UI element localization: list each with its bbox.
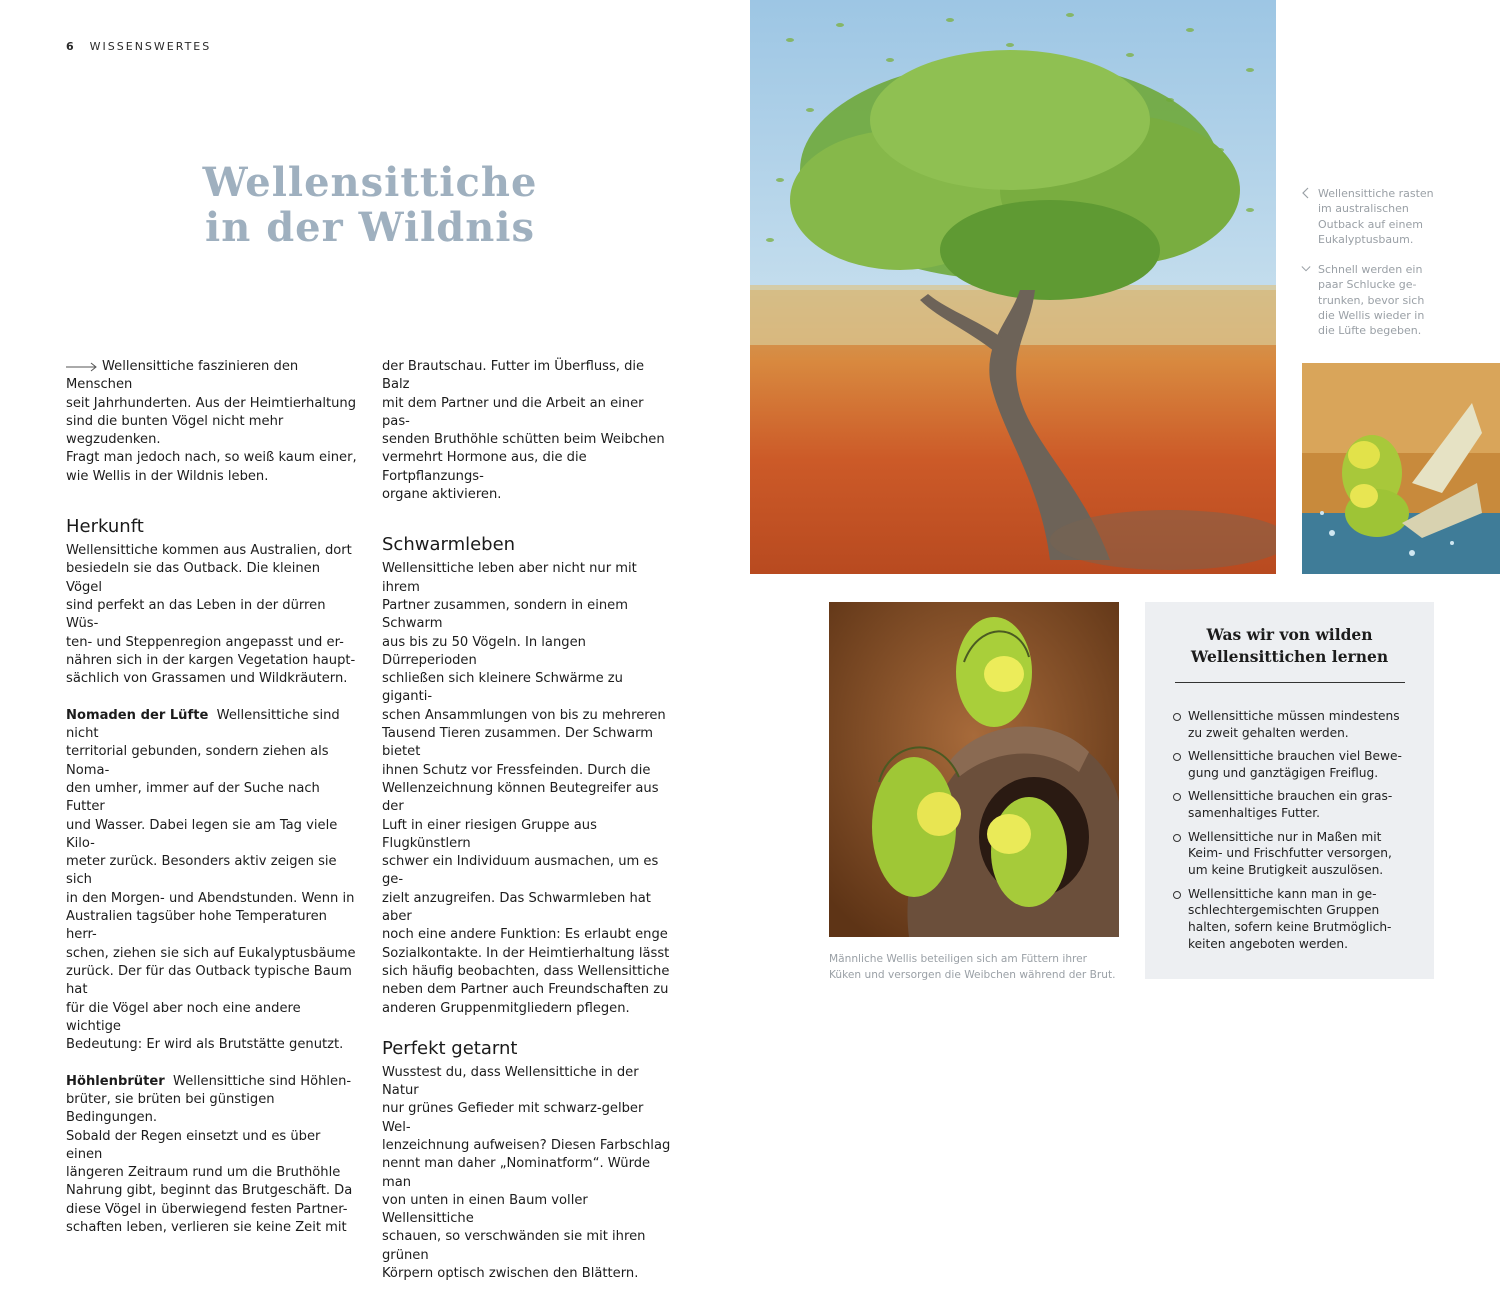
paragraph-herkunft: Wellensittiche kommen aus Australien, dort besiedeln sie das Outback. Die kleinen Vögel sind perfekt an das Leben in der dürren Wüs- ten- und Steppenregion angepasst und er- nähren sich in der kargen Vegetation haupt- sächlich von Grassamen und Wildkräutern. xyxy=(66,543,356,687)
list-item: Wellensittiche müssen mindestens zu zweit gehalten werden. xyxy=(1173,708,1413,742)
section-label: WISSENSWERTES xyxy=(89,40,212,53)
list-item: Wellensittiche brauchen viel Bewe- gung und ganztägigen Freiflug. xyxy=(1173,748,1413,782)
page-title xyxy=(190,160,550,250)
run-in-hoehlen: Höhlenbrüter xyxy=(66,1073,165,1089)
heading-perfekt-getarnt: Perfekt getarnt xyxy=(382,1037,518,1059)
list-item: Wellensittiche nur in Maßen mit Keim- und Frischfutter versorgen, um keine Brutigkeit auszulösen. xyxy=(1173,829,1413,879)
run-in-nomaden: Nomaden der Lüfte xyxy=(66,707,209,723)
text-column-2 xyxy=(382,358,674,1302)
tree-flock-illustration xyxy=(750,0,1276,574)
paragraph-brautschau: der Brautschau. Futter im Überfluss, die Balz mit dem Partner und die Arbeit an einer pas- senden Bruthöhle schütten beim Weibchen vermehrt Hormone aus, die die Fortpflanzungs- organe aktivieren. xyxy=(382,359,665,503)
running-head xyxy=(66,40,211,53)
drinking-budgies-illustration xyxy=(1302,363,1500,574)
arrow-right-icon xyxy=(66,362,98,372)
photo-drinking-budgies xyxy=(1302,363,1500,574)
list-item: Wellensittiche kann man in ge- schlechtergemischten Gruppen halten, sofern keine Brutmöglich- keiten angeboten werden. xyxy=(1173,886,1413,953)
list-item: Wellensittiche brauchen ein gras- samenhaltiges Futter. xyxy=(1173,788,1413,822)
circle-bullet-icon xyxy=(1173,793,1181,801)
heading-herkunft: Herkunft xyxy=(66,516,144,538)
info-box-divider xyxy=(1175,682,1405,683)
chevron-left-icon xyxy=(1301,187,1311,199)
paragraph-perfekt-getarnt: Wusstest du, dass Wellensittiche in der Natur nur grünes Gefieder mit schwarz-gelber Wel- lenzeichnung aufweisen? Diesen Farbschlag nennt man daher „Nominatform“. Würde man von unten in einen Baum voller Wellensittiche schauen, so verschwänden sie mit ihren grünen Körpern optisch zwischen den Blättern. xyxy=(382,1064,671,1282)
paragraph-schwarmleben: Wellensittiche leben aber nicht nur mit ihrem Partner zusammen, sondern in einem Schwarm aus bis zu 50 Vögeln. In langen Dürreperioden schließen sich kleinere Schwärme zu giganti- schen Ansammlungen von bis zu mehreren Tausend Tieren zusammen. Der Schwarm bietet ihnen Schutz vor Fressfeinden. Durch die Wellenzeichnung können Beutegreifer aus der Luft in einer riesigen Gruppe aus Flugkünstlern schwer ein Individuum ausmachen, um es ge- zielt anzugreifen. Das Schwarmleben hat aber noch eine andere Funktion: Es erlaubt enge Sozialkontakte. In der Heimtierhaltung lässt sich häufig beobachten, dass Wellensittiche neben dem Partner auch Freundschaften zu anderen Gruppenmitgliedern pflegen. xyxy=(382,561,670,1016)
chevron-down-icon xyxy=(1301,263,1311,275)
info-box xyxy=(1145,602,1434,979)
text-column-1 xyxy=(66,358,358,1256)
photo-tree-flock xyxy=(750,0,1276,574)
circle-bullet-icon xyxy=(1173,753,1181,761)
info-box-title: Was wir von wilden Wellensittichen lernen xyxy=(1190,625,1389,666)
nest-budgies-illustration xyxy=(829,602,1119,937)
intro-paragraph: Wellensittiche faszinieren den Menschen seit Jahrhunderten. Aus der Heimtierhaltung sind die bunten Vögel nicht mehr wegzudenken. Fragt man jedoch nach, so weiß kaum einer, wie Wellis in der Wildnis leben. xyxy=(66,359,357,484)
caption-nest: Männliche Wellis beteiligen sich am Füttern ihrer Küken und versorgen die Weibchen während der Brut. xyxy=(829,953,1116,981)
photo-nest-budgies xyxy=(829,602,1119,937)
title-line-1: Wellensittiche xyxy=(202,159,538,206)
circle-bullet-icon xyxy=(1173,891,1181,899)
paragraph-nomaden: Nomaden der Lüfte Wellensittiche sind nicht territorial gebunden, sondern ziehen als Noma- den umher, immer auf der Suche nach Futter und Wasser. Dabei legen sie am Tag viele Kilo- meter zurück. Besonders aktiv zeigen sie sich in den Morgen- und Abendstunden. Wenn in Australien tagsüber hohe Temperaturen herr- schen, ziehen sie sich auf Eukalyptusbäume zurück. Der für das Outback typische Baum hat für die Vögel aber noch eine andere wichtige Bedeutung: Er wird als Brutstätte genutzt. xyxy=(66,707,356,1053)
heading-schwarmleben: Schwarmleben xyxy=(382,534,516,556)
circle-bullet-icon xyxy=(1173,834,1181,842)
page-number: 6 xyxy=(66,40,76,53)
caption-side xyxy=(1301,186,1441,354)
title-line-2: in der Wildnis xyxy=(205,204,535,251)
info-box-list xyxy=(1173,708,1413,959)
circle-bullet-icon xyxy=(1173,713,1181,721)
caption-drink: Schnell werden ein paar Schlucke ge- trunken, bevor sich die Wellis wieder in die Lüfte begeben. xyxy=(1301,262,1441,338)
paragraph-hoehlen: Höhlenbrüter Wellensittiche sind Höhlen- brüter, sie brüten bei günstigen Bedingungen. Sobald der Regen einsetzt und es über einen längeren Zeitraum rund um die Bruthöhle Nahrung gibt, beginnt das Brutgeschäft. Da diese Vögel in überwiegend festen Partner- schaften leben, verlieren sie keine Zeit mit xyxy=(66,1073,353,1236)
caption-tree: Wellensittiche rasten im australischen Outback auf einem Eukalyptusbaum. xyxy=(1301,186,1441,247)
